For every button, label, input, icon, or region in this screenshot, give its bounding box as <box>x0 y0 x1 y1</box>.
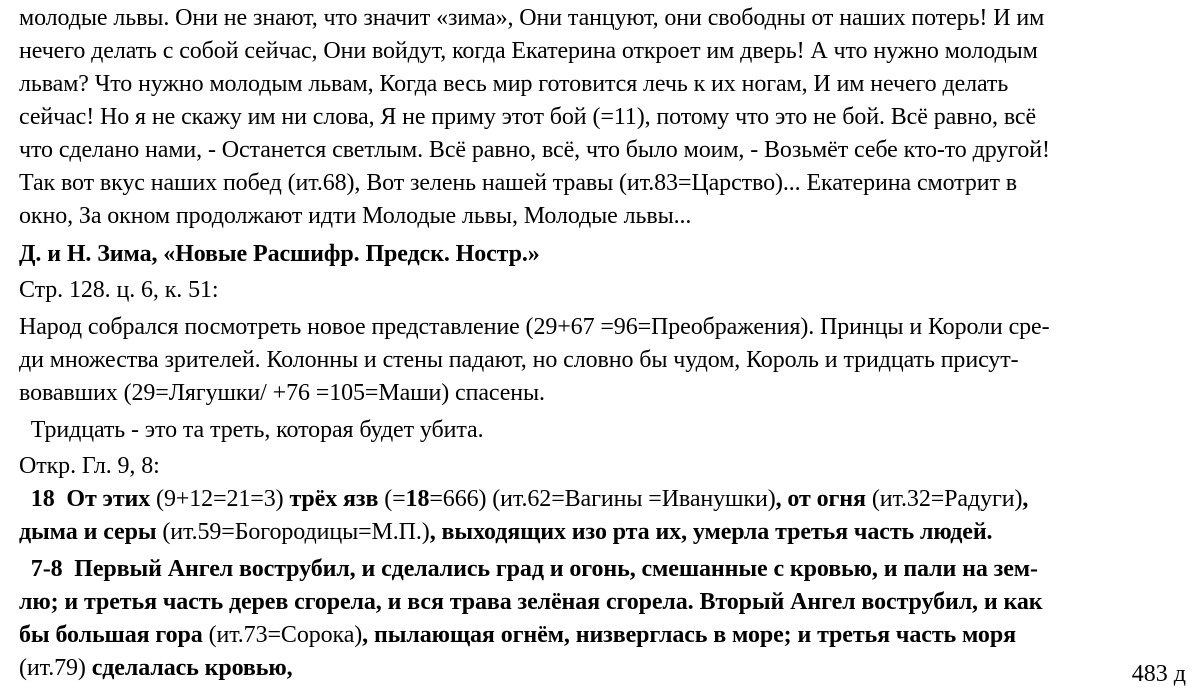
text-segment: =666) (ит.62=Вагины =Иванушки) <box>429 486 776 512</box>
text-segment: дыма и серы <box>19 519 163 545</box>
text-segment: (ит.32=Радуги) <box>871 486 1023 512</box>
source-heading: Д. и Н. Зима, «Новые Расшифр. Предск. Ностр.» <box>19 241 540 267</box>
text-line: Так вот вкус наших побед (ит.68), Вот зелень нашей травы (ит.83=Царство)... Екатерина смотрит в <box>19 170 1018 196</box>
text-segment: (= <box>384 486 406 512</box>
text-line: Народ собрался посмотреть новое представление (29+67 =96=Преображения). Принцы и Короли сре- <box>19 314 1050 340</box>
reference-line: Откр. Гл. 9, 8: <box>19 453 160 479</box>
verse-18-line-2 <box>19 518 1187 547</box>
text-line: львам? Что нужно молодым львам, Когда весь мир готовится лечь к их ногам, И им нечего делать <box>19 71 1009 97</box>
text-segment: , пылающая огнём, низверглась в море; и третья часть моря <box>362 622 1016 648</box>
text-line: молодые львы. Они не знают, что значит «зима», Они танцуют, они свободны от наших потерь! И им <box>19 5 1045 31</box>
text-line: вовавших (29=Лягушки/ +76 =105=Маши) спасены. <box>19 380 545 406</box>
text-segment: (9+12=21=3) <box>156 486 290 512</box>
note-line: Тридцать - это та треть, которая будет убита. <box>19 417 484 443</box>
text-line: что сделано нами, - Останется светлым. Всё равно, всё, что было моим, - Возьмёт себе кто-то другой! <box>19 137 1050 163</box>
text-line: сейчас! Но я не скажу им ни слова, Я не приму этот бой (=11), потому что это не бой. Всё равно, всё <box>19 104 1037 130</box>
verse-7-8-line-2 <box>19 588 1187 617</box>
text-segment: 7-8 Первый Ангел вострубил, и сделались град и огонь, смешанные с кровью, и пали на зем- <box>19 556 1038 582</box>
text-segment: (ит.73=Сорока) <box>208 622 363 648</box>
text-segment: сделалась кровью, <box>91 655 293 681</box>
verse-7-8-line-4 <box>19 654 1187 683</box>
text-segment: , выходящих изо рта их, умерла третья часть людей. <box>429 519 993 545</box>
reference-line: Стр. 128. ц. 6, к. 51: <box>19 277 219 303</box>
text-line: нечего делать с собой сейчас, Они войдут, когда Екатерина откроет им дверь! А что нужно молодым <box>19 38 1038 64</box>
text-segment: , <box>1022 486 1029 512</box>
text-line: ди множества зрителей. Колонны и стены падают, но словно бы чудом, Король и тридцать присут- <box>19 347 1019 373</box>
verse-7-8-line-1 <box>19 555 1187 584</box>
verse-7-8-line-3 <box>19 621 1187 650</box>
page-number: 483 д <box>1131 661 1186 687</box>
verse-18-line-1 <box>19 485 1187 514</box>
text-segment: (ит.59=Богородицы=М.П.) <box>162 519 430 545</box>
text-segment: , от огня <box>775 486 872 512</box>
text-line: окно, За окном продолжают идти Молодые львы, Молодые львы... <box>19 203 692 229</box>
text-segment: 18 От этих <box>19 486 157 512</box>
text-segment: лю; и третья часть дерев сгорела, и вся трава зелёная сгорела. Вторый Ангел вострубил, и как <box>19 589 1043 615</box>
text-segment: 18 <box>405 486 430 512</box>
text-segment: (ит.79) <box>19 655 92 681</box>
text-segment: трёх язв <box>289 486 385 512</box>
text-segment: бы большая гора <box>19 622 209 648</box>
